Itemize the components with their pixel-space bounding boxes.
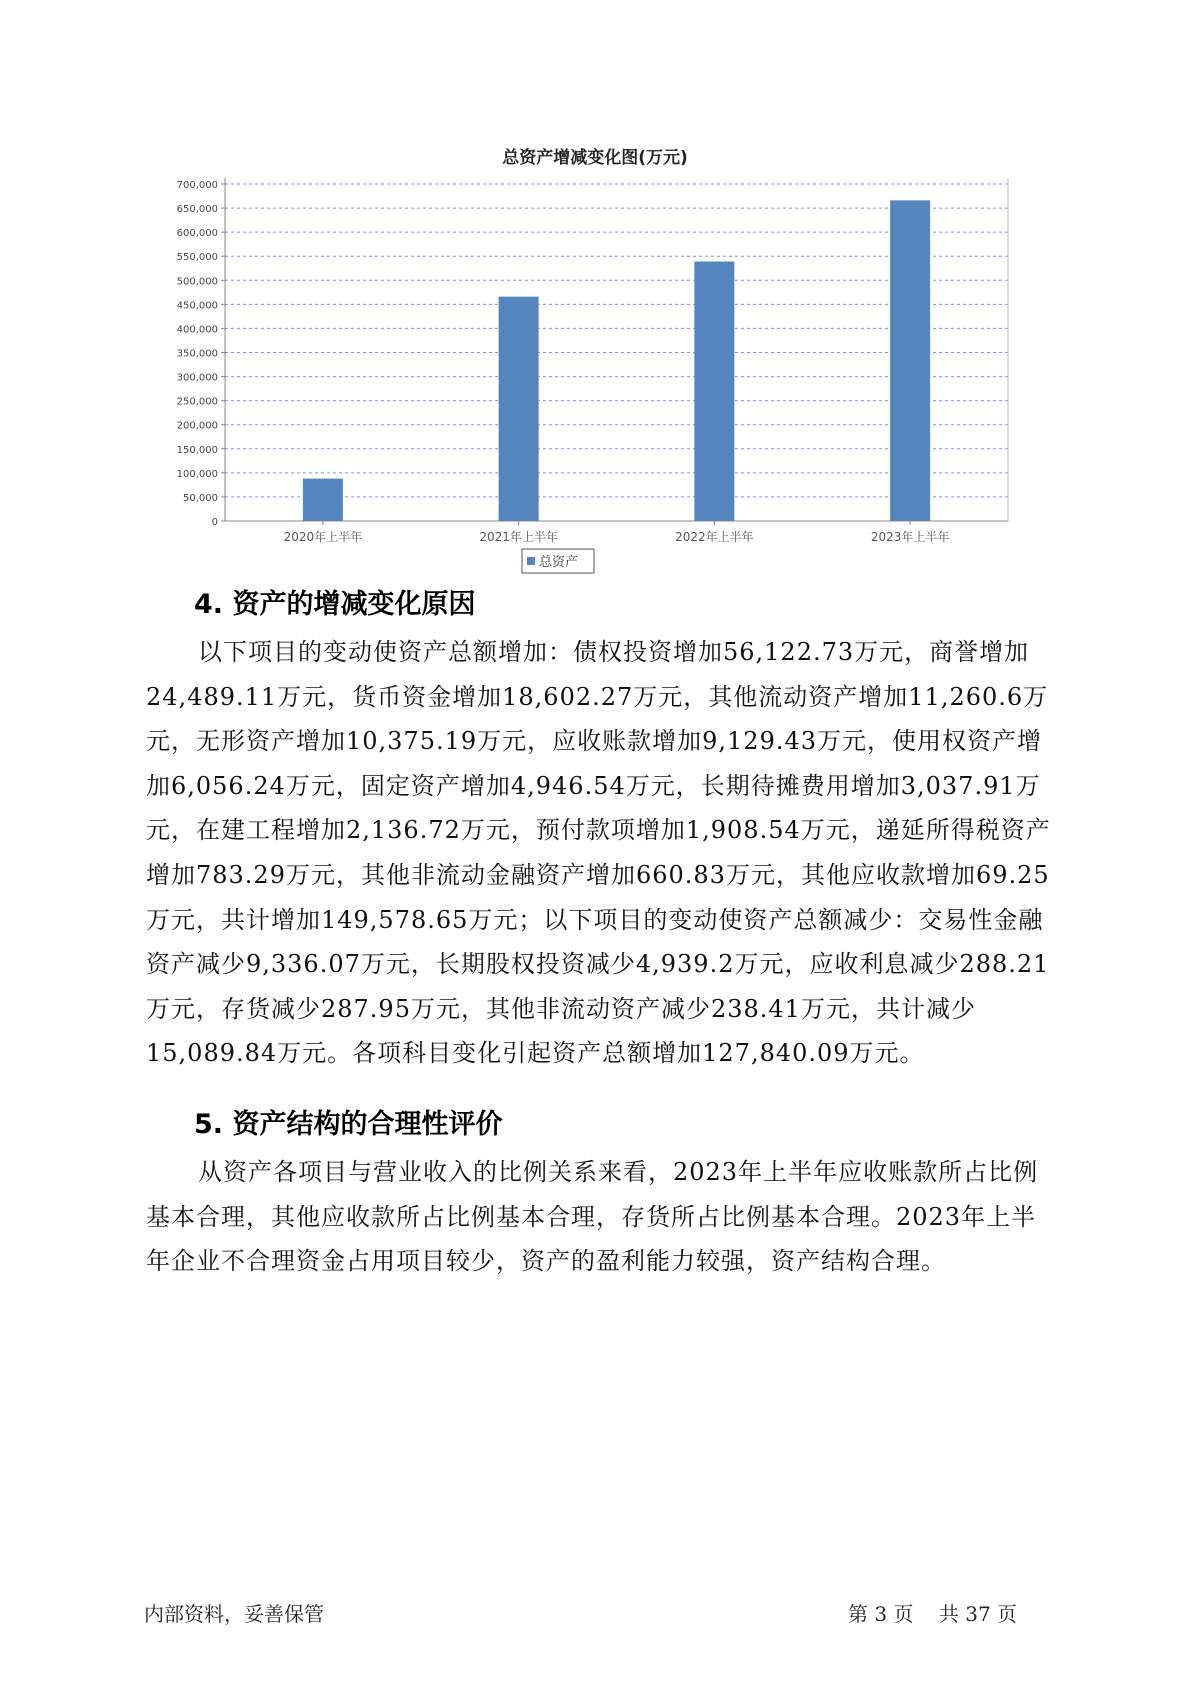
- x-tick-label: 2020年上半年: [283, 530, 363, 544]
- footer-page-info: [848, 1598, 1017, 1627]
- bar: [499, 297, 539, 521]
- page-total: 共 37 页: [938, 1602, 1018, 1626]
- y-tick-label: 500,000: [176, 276, 218, 288]
- y-tick-label: 100,000: [176, 468, 218, 480]
- page-current: 第 3 页: [848, 1602, 914, 1626]
- y-tick-label: 400,000: [176, 324, 218, 336]
- y-tick-label: 50,000: [183, 492, 218, 504]
- y-tick-label: 350,000: [176, 348, 218, 360]
- total-assets-chart: [150, 135, 1040, 595]
- section-body-4: 以下项目的变动使资产总额增加：债权投资增加56,122.73万元，商誉增加24,489.11万元，货币资金增加18,602.27万元，其他流动资产增加11,260.6万元，无形资产增加10,375.19万元，应收账款增加9,129.43万元，使用权资产增加6,056.24万元，固定资产增加4,946.54万元，长期待摊费用增加3,037.91万元，在建工程增加2,136.72万元，预付款项增加1,908.54万元，递延所得税资产增加783.29万元，其他非流动金融资产增加660.83万元，其他应收款增加69.25万元，共计增加149,578.65万元；以下项目的变动使资产总额减少：交易性金融资产减少9,336.07万元，长期股权投资减少4,939.2万元，应收利息减少288.21万元，存货减少287.95万元，其他非流动资产减少238.41万元，共计减少15,089.84万元。各项科目变化引起资产总额增加127,840.09万元。: [146, 638, 1051, 1068]
- section-heading-4: 4. 资产的增减变化原因: [194, 589, 476, 620]
- y-tick-label: 0: [211, 517, 218, 528]
- chart-svg: [150, 135, 1040, 595]
- bar: [890, 200, 930, 521]
- x-tick-label: 2022年上半年: [675, 530, 754, 544]
- y-tick-label: 650,000: [176, 204, 218, 216]
- chart-title: 总资产增减变化图(万元): [502, 148, 688, 168]
- bar: [694, 262, 734, 521]
- section-heading-5: 5. 资产结构的合理性评价: [194, 1109, 503, 1140]
- x-tick-label: 2023年上半年: [870, 530, 950, 544]
- bar: [303, 479, 343, 521]
- y-tick-label: 250,000: [176, 396, 218, 408]
- footer-confidential: 内部资料，妥善保管: [144, 1602, 324, 1626]
- y-tick-label: 550,000: [176, 252, 218, 264]
- y-tick-label: 300,000: [176, 372, 218, 384]
- y-tick-label: 450,000: [176, 300, 218, 312]
- section-body-5: 从资产各项目与营业收入的比例关系来看，2023年上半年应收账款所占比例基本合理，其他应收款所占比例基本合理，存货所占比例基本合理。2023年上半年企业不合理资金占用项目较少，资产的盈利能力较强，资产结构合理。: [146, 1158, 1039, 1276]
- y-tick-label: 700,000: [176, 180, 218, 191]
- x-tick-label: 2021年上半年: [479, 530, 558, 544]
- y-tick-label: 150,000: [176, 444, 218, 456]
- y-tick-label: 600,000: [176, 228, 218, 240]
- y-tick-label: 200,000: [176, 420, 218, 432]
- legend-label: 总资产: [539, 555, 579, 570]
- legend-swatch: [527, 557, 535, 565]
